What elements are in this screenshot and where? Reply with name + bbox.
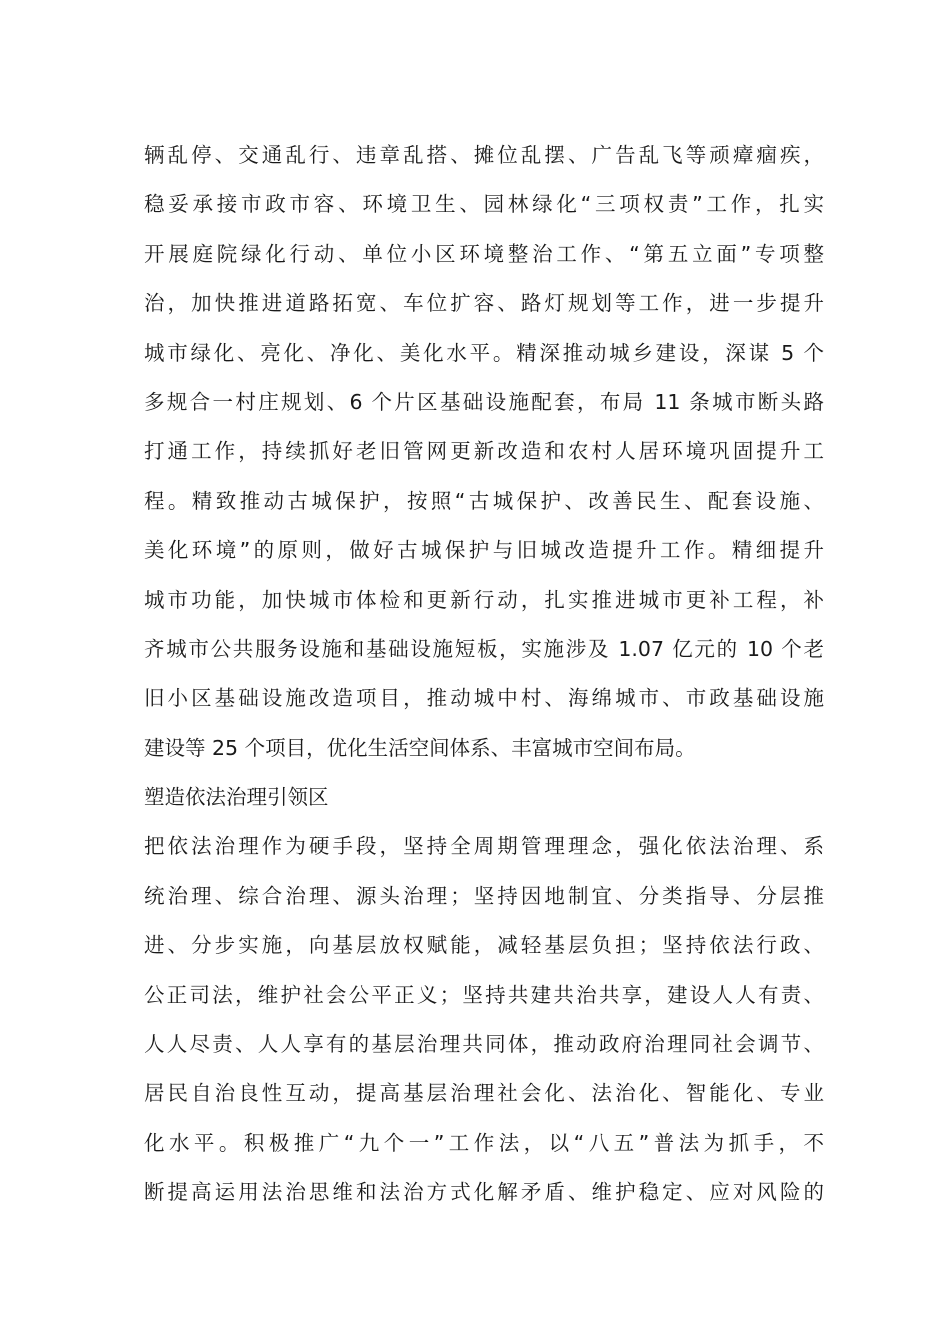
text-line: 建设等 25 个项目，优化生活空间体系、丰富城市空间布局。 — [144, 735, 696, 760]
text-line: 居民自治良性互动，提高基层治理社会化、法治化、智能化、专业 — [144, 1081, 824, 1106]
text-line: 旧小区基础设施改造项目，推动城中村、海绵城市、市政基础设施 — [144, 686, 824, 711]
text-line: 城市功能，加快城市体检和更新行动，扎实推进城市更补工程，补 — [144, 587, 824, 612]
section-heading: 塑造依法治理引领区 — [144, 785, 329, 810]
text-line: 程。精致推动古城保护，按照“古城保护、改善民生、配套设施、 — [144, 488, 824, 513]
text-line: 开展庭院绿化行动、单位小区环境整治工作、“第五立面”专项整 — [144, 241, 824, 266]
text-line: 统治理、综合治理、源头治理；坚持因地制宜、分类指导、分层推 — [144, 883, 824, 908]
text-line: 进、分步实施，向基层放权赋能，减轻基层负担；坚持依法行政、 — [144, 933, 824, 958]
text-line: 多规合一村庄规划、6 个片区基础设施配套，布局 11 条城市断头路 — [144, 389, 824, 414]
text-line: 美化环境”的原则，做好古城保护与旧城改造提升工作。精细提升 — [144, 538, 824, 563]
text-line: 公正司法，维护社会公平正义；坚持共建共治共享，建设人人有责、 — [144, 982, 824, 1007]
text-line: 人人尽责、人人享有的基层治理共同体，推动政府治理同社会调节、 — [144, 1032, 824, 1057]
text-line: 治，加快推进道路拓宽、车位扩容、路灯规划等工作，进一步提升 — [144, 291, 824, 316]
text-line: 把依法治理作为硬手段，坚持全周期管理理念，强化依法治理、系 — [144, 834, 824, 859]
text-line: 断提高运用法治思维和法治方式化解矛盾、维护稳定、应对风险的 — [144, 1180, 824, 1205]
text-line: 打通工作，持续抓好老旧管网更新改造和农村人居环境巩固提升工 — [144, 439, 824, 464]
text-line: 城市绿化、亮化、净化、美化水平。精深推动城乡建设，深谋 5 个 — [144, 340, 824, 365]
body-text — [144, 131, 824, 1218]
text-line: 辆乱停、交通乱行、违章乱搭、摊位乱摆、广告乱飞等顽瘴痼疾， — [144, 143, 824, 167]
text-line: 齐城市公共服务设施和基础设施短板，实施涉及 1.07 亿元的 10 个老 — [144, 636, 824, 661]
text-line: 化水平。积极推广“九个一”工作法，以“八五”普法为抓手，不 — [144, 1130, 824, 1155]
text-line: 稳妥承接市政市容、环境卫生、园林绿化“三项权责”工作，扎实 — [144, 192, 824, 217]
